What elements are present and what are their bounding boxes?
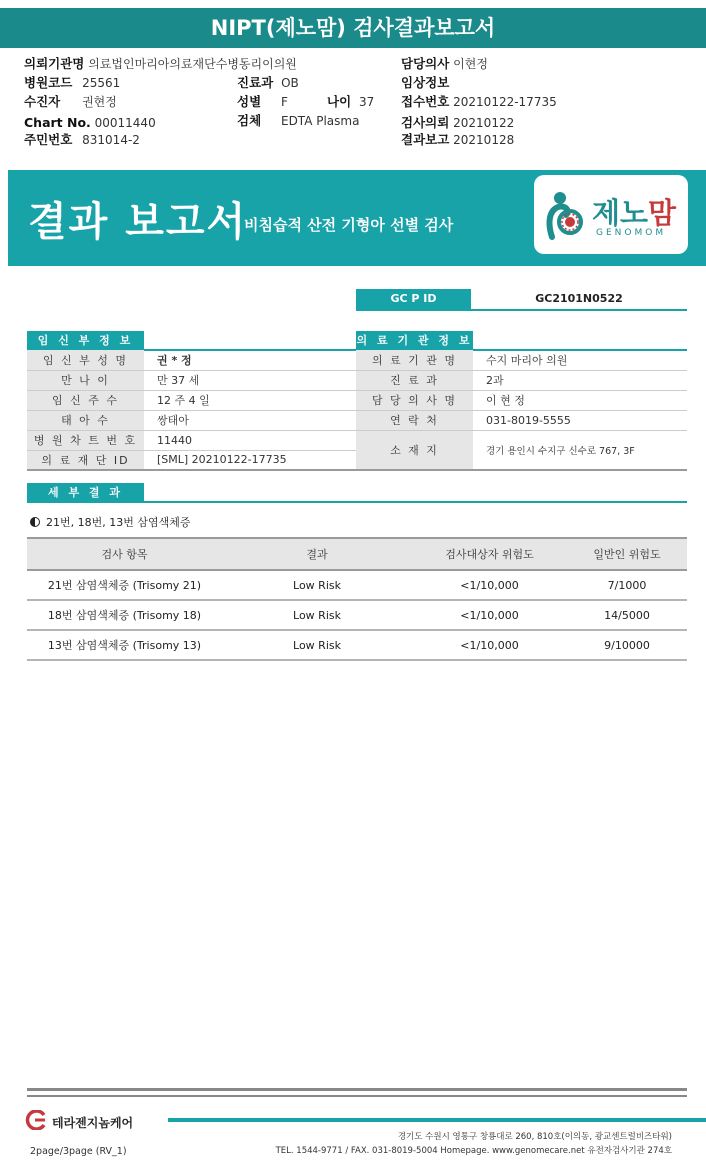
header-row-hospital-code: 병원코드 25561: [24, 75, 121, 90]
header-row-age: 나이 37: [327, 94, 375, 109]
gc-pid-value: GC2101N0522: [535, 292, 623, 305]
report-title: NIPT(제노맘) 검사결과보고서: [0, 8, 706, 48]
header-row-patient: 수진자 권현정: [24, 94, 117, 109]
table-row: 담 당 의 사 명 이 현 정: [356, 390, 687, 410]
banner-subtitle: 비침습적 산전 기형아 선별 검사: [244, 216, 454, 234]
table-row: 의 료 재 단 ID [SML] 20210122-17735: [27, 450, 357, 470]
table-row: 병 원 차 트 번 호 11440: [27, 430, 357, 450]
footer-divider: [27, 1088, 687, 1091]
footer-company-name: 테라젠지놈케어: [52, 1116, 134, 1130]
header-row-institution: 의뢰기관명 의료법인마리아의료재단수병동리이의원: [24, 56, 297, 71]
half-circle-icon: [30, 517, 40, 527]
table-row: 연 락 처 031-8019-5555: [356, 410, 687, 430]
page-number: 2page/3page (RV_1): [30, 1146, 127, 1157]
header-row-report-date: 결과보고 20210128: [401, 132, 515, 147]
details-header: [27, 483, 687, 503]
footer-address: 경기도 수원시 영통구 창룡대로 260, 810호(이의동, 광교센트럴비즈타워): [397, 1132, 672, 1142]
header-row-clinical-info: 임상정보: [401, 75, 450, 90]
details-title: 세 부 결 과: [27, 483, 144, 502]
genomom-mother-icon: [546, 189, 590, 241]
pregnant-info-title: 임 신 부 정 보: [27, 331, 144, 350]
footer-company-logo: [24, 1110, 133, 1134]
table-row: 임 신 주 수 12 주 4 일: [27, 390, 357, 410]
pregnant-info-table: [27, 350, 357, 471]
table-row: 13번 삼염색체증 (Trisomy 13) Low Risk <1/10,000 9/10000: [27, 630, 687, 660]
table-row: 진 료 과 2과: [356, 370, 687, 390]
pregnant-info-header: [27, 331, 357, 351]
table-row: 만 나 이 만 37 세: [27, 370, 357, 390]
institution-info-title: 의 료 기 관 정 보: [356, 331, 473, 350]
results-header-row: 검사 항목 결과 검사대상자 위험도 일반인 위험도: [27, 538, 687, 570]
institution-info-table: [356, 350, 687, 471]
header-row-sex: 성별 F: [237, 94, 288, 109]
details-bullet: 21번, 18번, 13번 삼염색체증: [30, 514, 190, 530]
header-row-request-date: 검사의뢰 20210122: [401, 115, 515, 130]
header-row-chart-no: Chart No. 00011440: [24, 115, 156, 130]
header-row-doctor: 담당의사 이현정: [401, 56, 488, 71]
table-row: 태 아 수 쌍태아: [27, 410, 357, 430]
logo-text: 제노맘: [592, 196, 677, 230]
header-row-receipt-no: 접수번호 20210122-17735: [401, 94, 557, 109]
genomom-logo: [534, 175, 688, 254]
footer-divider: [27, 1095, 687, 1097]
table-row: 소 재 지 경기 용인시 수지구 신수로 767, 3F: [356, 430, 687, 470]
results-table: [27, 537, 687, 661]
banner-title: 결과 보고서: [28, 199, 248, 245]
header-row-resident-no: 주민번호 831014-2: [24, 132, 140, 147]
gc-pid-row: [356, 289, 687, 311]
footer-contact: TEL. 1544-9771 / FAX. 031-8019-5004 Homepage. www.genomecare.net 유전자검사기관 274호: [275, 1146, 672, 1156]
table-row: 21번 삼염색체증 (Trisomy 21) Low Risk <1/10,000 7/1000: [27, 570, 687, 600]
header-row-department: 진료과 OB: [237, 75, 299, 90]
table-row: 의 료 기 관 명 수지 마리아 의원: [356, 350, 687, 370]
footer-accent-line: [168, 1118, 706, 1122]
logo-subtext: GENOMOM: [596, 228, 667, 238]
table-row: 임 신 부 성 명 권 * 정: [27, 350, 357, 370]
table-row: 18번 삼염색체증 (Trisomy 18) Low Risk <1/10,000 14/5000: [27, 600, 687, 630]
header-row-specimen: 검체 EDTA Plasma: [237, 113, 360, 128]
gc-pid-label: GC P ID: [356, 289, 471, 309]
institution-info-header: [356, 331, 687, 351]
report-banner: [8, 170, 706, 266]
g-logo-icon: [24, 1110, 50, 1130]
